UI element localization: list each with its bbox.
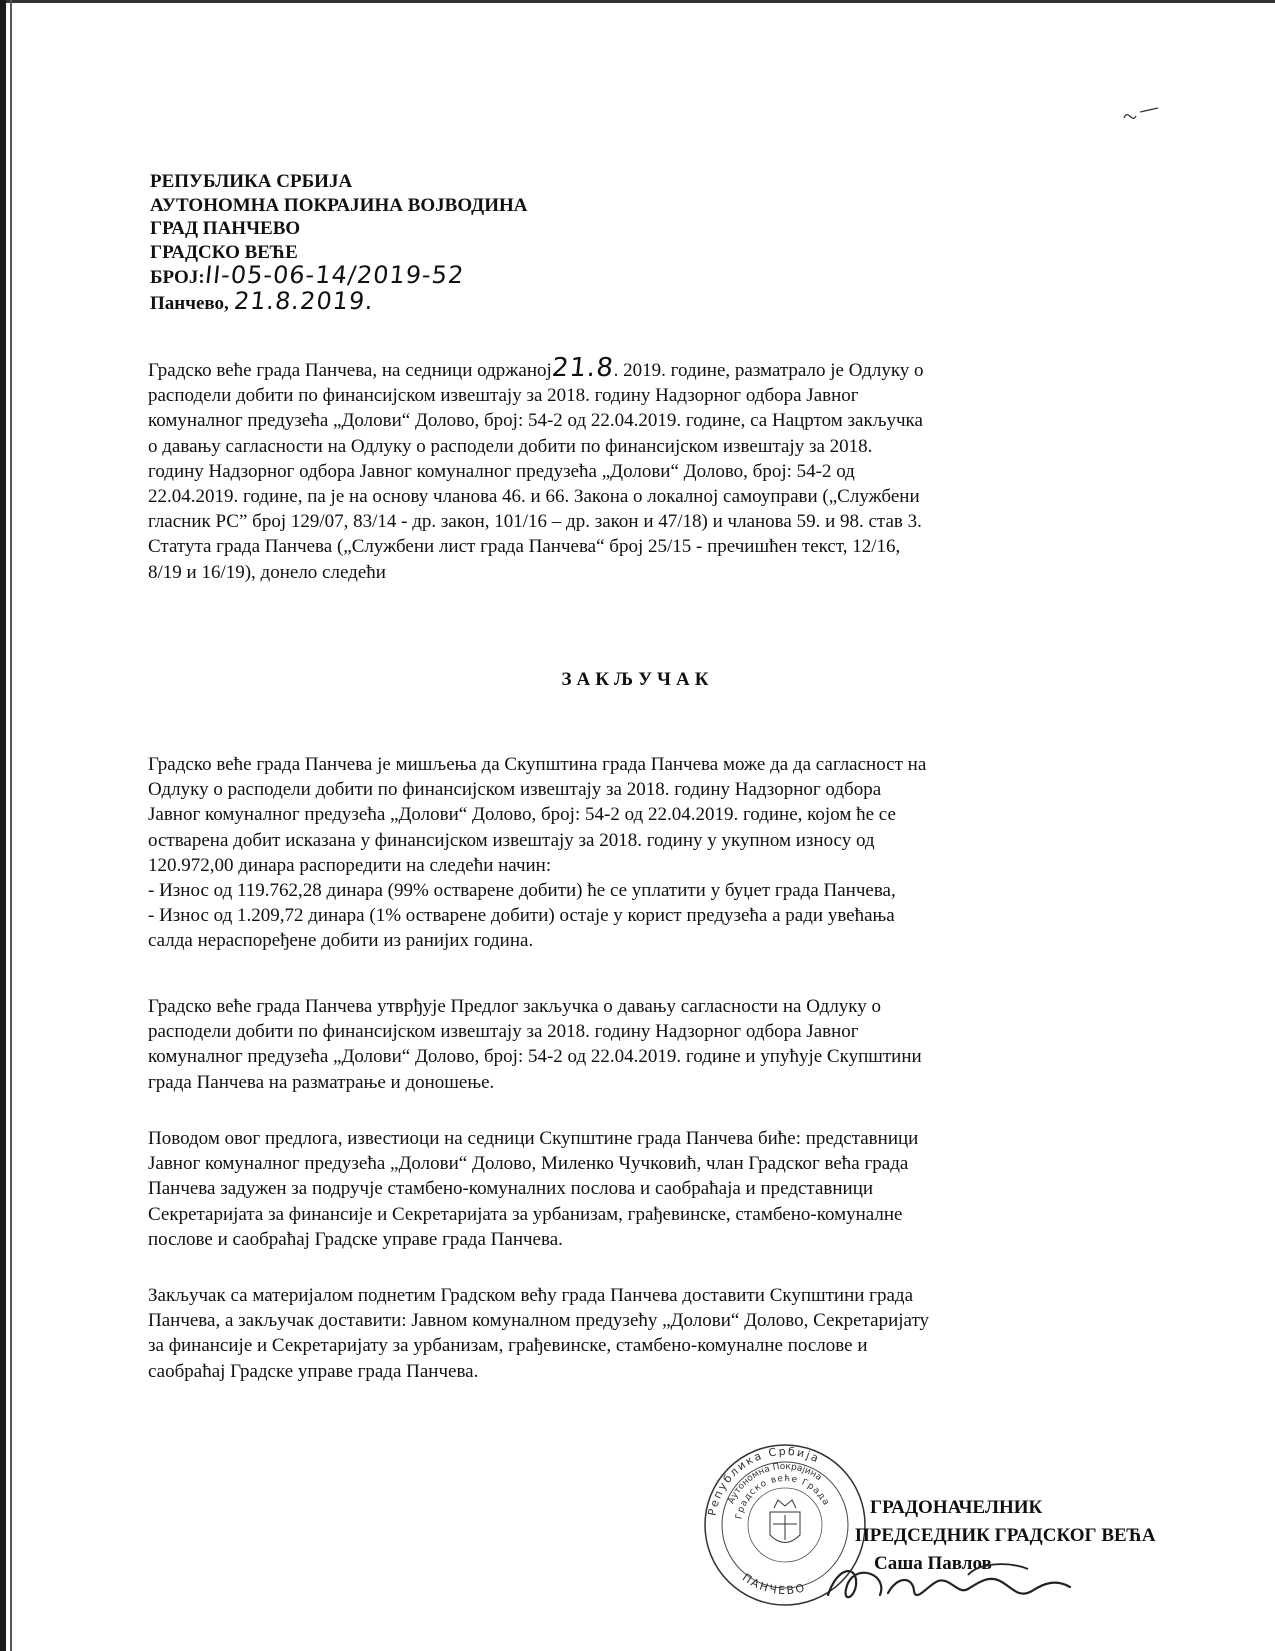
corner-pen-mark [1122,104,1162,126]
proposal-paragraph [148,994,1112,1095]
decision-line: Јавног комуналног предузећа „Долови“ Долово, број: 54-2 од 22.04.2019. године, којом ће се [148,804,896,826]
intro-line: . 2019. године, разматрало је Одлуку о [613,360,924,381]
rapporteurs-line: Поводом овог предлога, известиоци на седници Скупштине града Панчева биће: представници [148,1128,919,1149]
rapporteurs-line: Панчева задужен за подручје стамбено-комуналних послова и саобраћаја и представници [148,1178,874,1200]
delivery-line: за финансије и Секретаријату за урбанизам, грађевинске, стамбено-комуналне послове и [148,1335,868,1357]
rapporteurs-line: Јавног комуналног предузећа „Долови“ Долово, Миленко Чучковић, члан Градског већа града [148,1153,909,1175]
decision-line: остварена добит исказана у финансијском извештају за 2018. годину у укупном износу од [148,829,875,851]
scan-edge-left [0,0,6,1651]
header-place-date-row [150,286,528,316]
decision-item: - Износ од 119.762,28 динара (99% остварене добити) ће се уплатити у буџет града Панчева, [148,880,896,902]
header-line-council: ГРАДСКО ВЕЋЕ [150,241,298,263]
intro-paragraph [148,353,1112,585]
intro-line: о давању сагласности на Одлуку о расподели добити по финансијском извештају за 2018. [148,435,873,457]
document-date: 21.8.2019. [232,286,375,315]
intro-line: годину Надзорног одбора Јавног комуналног предузећа „Долови“ Долово, број: 54-2 од [148,460,855,482]
seal-outer-text: Република Србија [705,1444,823,1517]
decision-line: Одлуку о расподели добити по финансијском извештају за 2018. годину Надзорног одбора [148,779,882,801]
signatory-name: Саша Павлов [874,1553,992,1574]
scan-edge-left-inner [10,0,12,1651]
seal-middle-text: Аутономна Покрајина [726,1461,824,1506]
rapporteurs-paragraph [148,1126,1112,1252]
intro-prefix: Градско веће града Панчева, на седници одржаној [148,360,552,381]
intro-line: гласник РС” број 129/07, 83/14 - др. закон, 101/16 – др. закон и 47/18) и чланова 59. и 98. став 3. [148,511,922,533]
document-title: ЗАКЉУЧАК [561,669,714,690]
place-label: Панчево, [150,292,229,314]
document-header [150,170,528,315]
intro-line: 8/19 и 16/19), донело следећи [148,561,386,583]
decision-item: - Износ од 1.209,72 динара (1% остварене добити) остаје у корист предузећа а ради увећања [148,905,895,927]
decision-line: салда нераспоређене добити из ранијих година. [148,930,534,952]
rapporteurs-line: послове и саобраћај Градске управе града Панчева. [148,1228,563,1250]
proposal-line: расподели добити по финансијском извештају за 2018. годину Надзорног одбора Јавног [148,1021,859,1043]
decision-line: 120.972,00 динара распоредити на следећи начин: [148,854,552,876]
seal-inner-text: Градско веће Града [734,1473,832,1521]
header-line-republic: РЕПУБЛИКА СРБИЈА [150,171,353,192]
proposal-line: града Панчева на разматрање и доношење. [148,1071,495,1093]
seal-bottom-text: ПАНЧЕВО [739,1570,808,1598]
scan-edge-top [0,0,1275,3]
proposal-line: комуналног предузећа „Долови“ Долово, број: 54-2 од 22.04.2019. године и упућује Скупштини [148,1046,922,1068]
delivery-line: Закључак са материјалом поднетим Градском већу града Панчева доставити Скупштини града [148,1285,914,1306]
document-number: II-05-06-14/2019-52 [203,261,466,289]
header-number-row [150,261,528,290]
intro-line: расподели добити по финансијском извештају за 2018. годину Надзорног одбора Јавног [148,385,859,407]
header-line-city: ГРАД ПАНЧЕВО [150,218,301,239]
intro-line: Статута града Панчева („Службени лист града Панчева“ број 25/15 - пречишћен текст, 12/16, [148,536,901,558]
session-date: 21.8 [550,353,616,383]
proposal-line: Градско веће града Панчева утврђује Предлог закључка о давању сагласности на Одлуку о [148,996,882,1017]
intro-line-first [148,353,1112,383]
rapporteurs-line: Секретаријата за финансије и Секретаријата за урбанизам, грађевинске, стамбено-комуналне [148,1203,903,1225]
signatory-role-council-president: ПРЕДСЕДНИК ГРАДСКОГ ВЕЋА [855,1525,1156,1546]
coat-of-arms-icon [770,1500,800,1543]
number-label: БРОЈ: [150,267,205,288]
signatory-role-mayor: ГРАДОНАЧЕЛНИК [870,1497,1043,1518]
svg-text:ПАНЧЕВО [740,1571,808,1597]
delivery-line: саобраћај Градске управе града Панчева. [148,1360,479,1382]
decision-paragraph [148,752,1112,954]
delivery-line: Панчева, а закључак доставити: Јавном комуналном предузећу „Долови“ Долово, Секретаријату [148,1310,930,1332]
intro-line: 22.04.2019. године, па је на основу чланова 46. и 66. Закона о локалној самоуправи („Службени [148,486,920,508]
delivery-paragraph [148,1283,1112,1384]
intro-line: комуналног предузећа „Долови“ Долово, број: 54-2 од 22.04.2019. године, са Нацртом закључка [148,410,923,432]
handwritten-signature [818,1555,1088,1615]
decision-line: Градско веће града Панчева је мишљења да Скупштина града Панчева може да да сагласност на [148,754,927,775]
header-line-province: АУТОНОМНА ПОКРАЈИНА ВОЈВОДИНА [150,194,528,216]
